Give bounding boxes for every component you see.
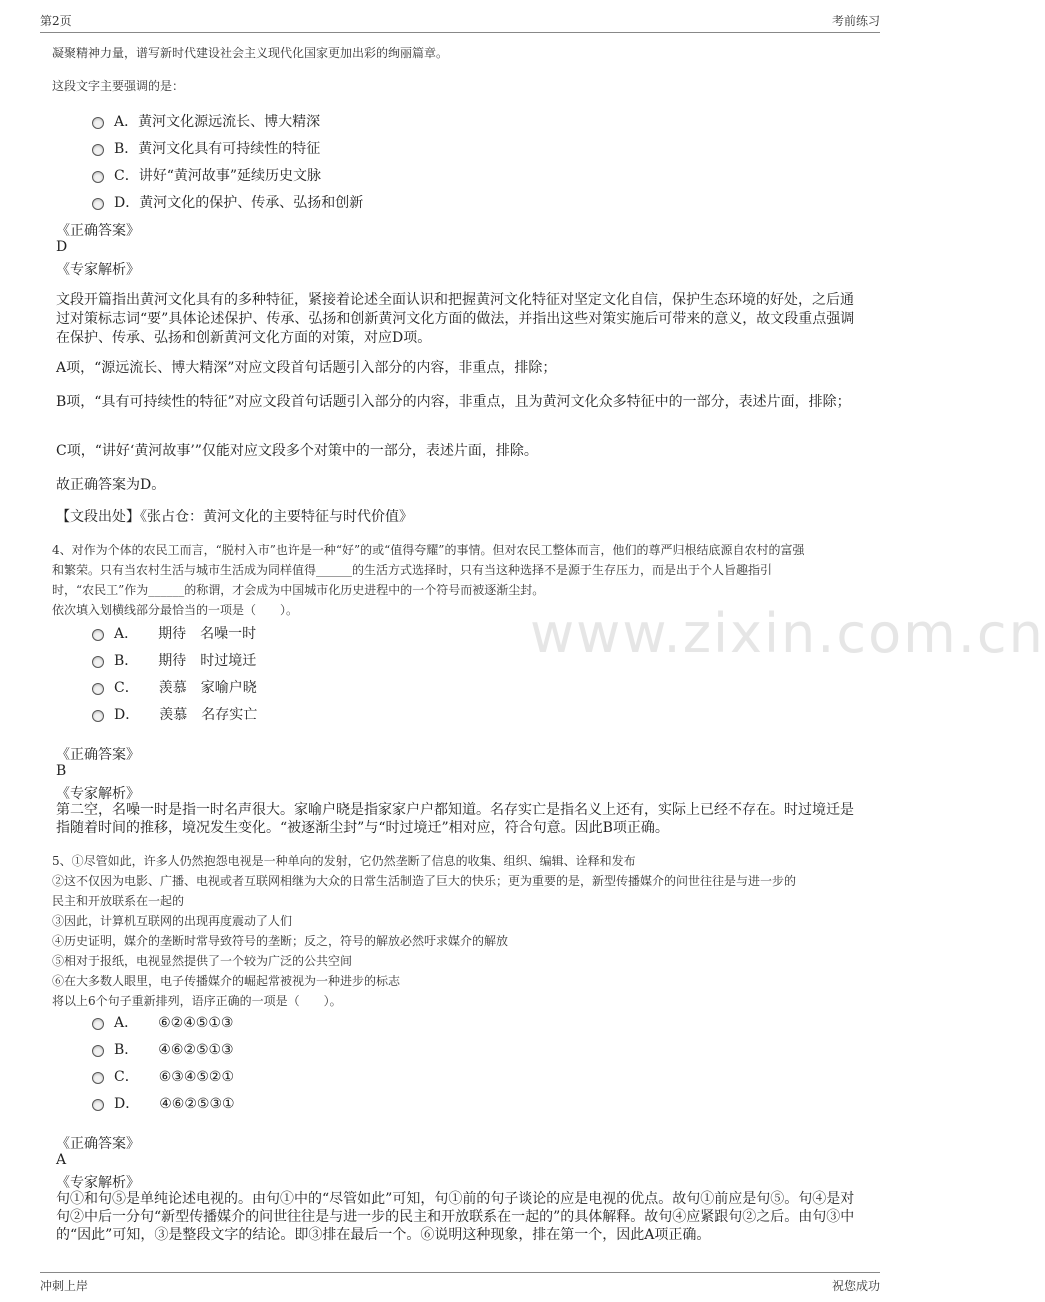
q3-analysis-a: A项，“源远流长、博大精深”对应文段首句话题引入部分的内容，非重点，排除； [56, 360, 557, 376]
option-key: D． [114, 195, 140, 211]
q5-answer: A [56, 1152, 67, 1168]
q3-analysis-c: C项，“讲好‘黄河故事’”仅能对应文段多个对策中的一部分，表述片面，排除。 [56, 443, 538, 459]
q5-answer-label: 《正确答案》 [56, 1136, 140, 1152]
watermark: www.zixin.com.cn [530, 602, 1045, 665]
q4-stem-line: 和繁荣。只有当农村生活与城市生活成为同样值得______的生活方式选择时，只有当这种选择不是源于生存压力，而是出于个人旨趣指引 [52, 563, 773, 577]
q5-question: 将以上6个句子重新排列，语序正确的一项是（ ）。 [52, 994, 342, 1008]
option-key: D． [114, 1096, 140, 1112]
page-footer [40, 1272, 880, 1301]
option-key: C． [114, 680, 139, 696]
option-key: B． [114, 141, 139, 157]
q3-option-c[interactable] [92, 165, 321, 185]
radio-icon[interactable] [92, 710, 104, 722]
q4-option-a[interactable] [92, 623, 256, 643]
option-text: 黄河文化具有可持续性的特征 [138, 141, 321, 157]
q5-stem-line: 5、①尽管如此，许多人仍然抱怨电视是一种单向的发射，它仍然垄断了信息的收集、组织、编辑、诠释和发布 [52, 854, 636, 868]
footer-right-caption: 祝您成功 [831, 1279, 880, 1293]
q4-answer-label: 《正确答案》 [56, 747, 140, 763]
q5-analysis: 句①和句⑤是单纯论述电视的。由句①中的“尽管如此”可知，句①前的句子谈论的应是电视的优点。故句①前应是句⑤。句④是对句②中后一分句“新型传播媒介的问世往往是与进一步的民主和开放联系在一起的”的具体解释。故句④应紧跟句②之后。由句③中的“因此”可知，③是整段文字的结论。即③排在最后一个。⑥说明这种现象，排在第一个，因此A项正确。 [56, 1191, 855, 1243]
option-key: C． [114, 1069, 139, 1085]
option-text: ④⑥②⑤①③ [158, 1042, 234, 1058]
q4-answer: B [56, 763, 67, 779]
q3-answer: D [56, 239, 68, 255]
q4-stem [52, 540, 870, 620]
radio-icon[interactable] [92, 117, 104, 129]
q3-analysis-b: B项，“具有可持续性的特征”对应文段首句话题引入部分的内容，非重点，且为黄河文化众多特征中的一部分，表述片面，排除； [56, 394, 851, 410]
q5-option-b[interactable] [92, 1039, 234, 1059]
radio-icon[interactable] [92, 1099, 104, 1111]
q5-stem-line: ④历史证明，媒介的垄断时常导致符号的垄断；反之，符号的解放必然吁求媒介的解放 [52, 934, 509, 948]
option-key: B． [114, 653, 139, 669]
option-text: ④⑥②⑤③① [159, 1096, 235, 1112]
radio-icon[interactable] [92, 683, 104, 695]
q3-source: 【文段出处】《张占仓：黄河文化的主要特征与时代价值》 [56, 509, 413, 525]
page-number: 第2页 [40, 14, 72, 28]
option-text: 讲好“黄河故事”延续历史文脉 [138, 168, 322, 184]
q3-answer-label: 《正确答案》 [56, 223, 140, 239]
header-caption: 考前练习 [831, 14, 880, 28]
option-key: B． [114, 1042, 139, 1058]
option-text: ⑥②④⑤①③ [158, 1015, 234, 1031]
option-text: 羡慕 家喻户晓 [158, 680, 257, 696]
q4-option-b[interactable] [92, 650, 256, 670]
footer-left-caption: 冲刺上岸 [40, 1279, 89, 1293]
option-text: ⑥③④⑤②① [158, 1069, 235, 1085]
q3-option-a[interactable] [92, 111, 320, 131]
q4-analysis: 第二空，名噪一时是指一时名声很大。家喻户晓是指家家户户都知道。名存实亡是指名义上还有，实际上已经不存在。时过境迁是指随着时间的推移，境况发生变化。“被逐渐尘封”与“时过境迁”相对应，符合句意。因此B项正确。 [56, 802, 854, 836]
radio-icon[interactable] [92, 144, 104, 156]
radio-icon[interactable] [92, 1072, 104, 1084]
q4-option-c[interactable] [92, 677, 257, 697]
option-key: D． [114, 707, 140, 723]
q5-option-a[interactable] [92, 1012, 233, 1032]
q4-stem-line: 4、对作为个体的农民工而言，“脱村入市”也许是一种“好”的或“值得夸耀”的事情。但对农民工整体而言，他们的尊严归根结底源自农村的富强 [52, 543, 805, 557]
q3-passage-tail: 凝聚精神力量，谱写新时代建设社会主义现代化国家更加出彩的绚丽篇章。 [52, 46, 449, 60]
q3-analysis-label: 《专家解析》 [56, 262, 140, 278]
option-text: 期待 名噪一时 [158, 626, 257, 642]
option-key: C． [114, 168, 139, 184]
option-text: 期待 时过境迁 [158, 653, 257, 669]
radio-icon[interactable] [92, 171, 104, 183]
radio-icon[interactable] [92, 1018, 104, 1030]
option-key: A． [114, 626, 139, 642]
option-text: 黄河文化的保护、传承、弘扬和创新 [139, 195, 364, 211]
q5-stem-line: ⑤相对于报纸，电视显然提供了一个较为广泛的公共空间 [52, 954, 353, 968]
q5-stem-line: ⑥在大多数人眼里，电子传播媒介的崛起常被视为一种进步的标志 [52, 974, 401, 988]
q5-stem-line: 民主和开放联系在一起的 [52, 894, 185, 908]
q3-conclusion: 故正确答案为D。 [56, 477, 166, 493]
q3-analysis-main: 文段开篇指出黄河文化具有的多种特征，紧接着论述全面认识和把握黄河文化特征对坚定文化自信，保护生态环境的好处，之后通过对策标志词“要”具体论述保护、传承、弘扬和创新黄河文化方面的做法，并指出这些对策实施后可带来的意义，故文段重点强调在保护、传承、弘扬和创新黄河文化方面的对策，对应D项。 [56, 292, 855, 346]
option-key: A． [114, 114, 139, 130]
option-text: 黄河文化源远流长、博大精深 [138, 114, 321, 130]
q5-analysis-label: 《专家解析》 [56, 1175, 140, 1191]
q3-question: 这段文字主要强调的是： [52, 79, 185, 93]
q5-stem-line: ③因此，计算机互联网的出现再度震动了人们 [52, 914, 293, 928]
page-header [40, 12, 880, 33]
q5-option-c[interactable] [92, 1066, 234, 1086]
q4-stem-line: 时，“农民工”作为______的称谓，才会成为中国城市化历史进程中的一个符号而被逐渐尘封。 [52, 583, 545, 597]
q4-option-d[interactable] [92, 704, 257, 724]
option-text: 羡慕 名存实亡 [159, 707, 258, 723]
q5-stem-line: ②这不仅因为电影、广播、电视或者互联网相继为大众的日常生活制造了巨大的快乐；更为重要的是，新型传播媒介的问世往往是与进一步的 [52, 874, 797, 888]
radio-icon[interactable] [92, 1045, 104, 1057]
q3-option-b[interactable] [92, 138, 320, 158]
option-key: A． [114, 1015, 139, 1031]
q4-question: 依次填入划横线部分最恰当的一项是（ ）。 [52, 603, 299, 617]
q4-analysis-label: 《专家解析》 [56, 786, 140, 802]
q5-option-d[interactable] [92, 1093, 235, 1113]
radio-icon[interactable] [92, 629, 104, 641]
radio-icon[interactable] [92, 198, 104, 210]
q3-option-d[interactable] [92, 192, 363, 212]
q5-stem [52, 851, 870, 1011]
radio-icon[interactable] [92, 656, 104, 668]
